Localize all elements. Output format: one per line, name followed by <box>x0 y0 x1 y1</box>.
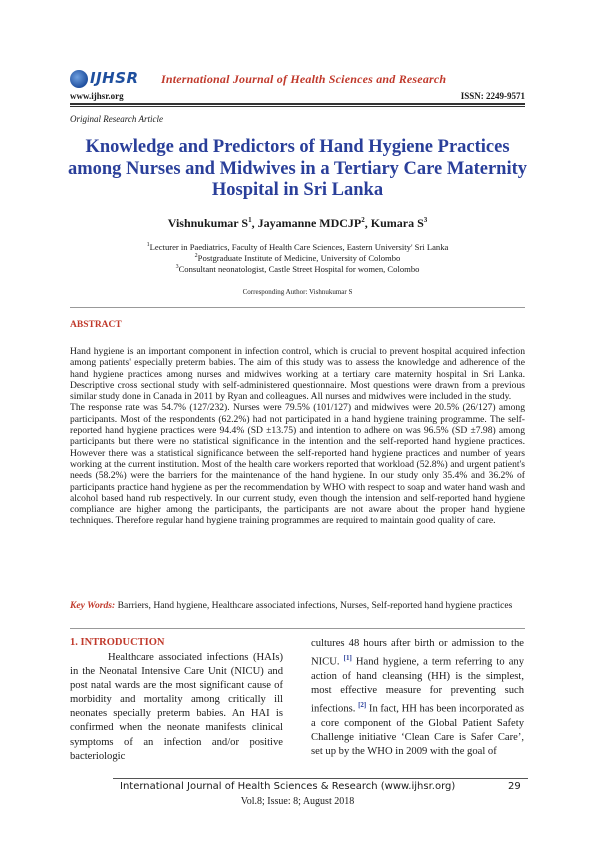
globe-icon <box>70 70 88 88</box>
footer-journal: International Journal of Health Sciences & Research (www.ijhsr.org) <box>120 781 456 792</box>
page-number: 29 <box>508 781 521 792</box>
affiliation-sup: 3 <box>175 264 179 271</box>
keywords <box>70 600 525 612</box>
affiliation <box>60 242 535 252</box>
affiliation-text: Lecturer in Paediatrics, Faculty of Health Care Sciences, Eastern University' Sri Lanka <box>149 242 449 252</box>
section-heading: 1. INTRODUCTION <box>70 637 165 648</box>
abstract-heading: ABSTRACT <box>70 320 122 330</box>
affiliation-text: Postgraduate Institute of Medicine, University of Colombo <box>197 253 401 263</box>
header-divider <box>70 103 525 105</box>
footer-divider <box>113 778 528 779</box>
header-divider-thin <box>70 106 525 107</box>
body-text: cultures 48 hours after birth or admission to the NICU. <box>311 638 524 668</box>
abstract-body <box>70 346 525 527</box>
body-paragraph: Healthcare associated infections (HAIs) in the Neonatal Intensive Care Unit (NICU) and post natal wards are the most significant cause of morbidity and mortality among critically ill neonates specially preterm babies. An HAI is confirmed when the neonate manifests clinical symptoms of an infection and/or positive bacteriologic <box>70 652 283 762</box>
corresponding-author: Corresponding Author: Vishnukumar S <box>242 288 353 296</box>
issn: ISSN: 2249-9571 <box>460 91 525 101</box>
journal-logo <box>70 70 158 88</box>
abstract-paragraph: The response rate was 54.7% (127/232). Nurses were 79.5% (101/127) and midwives were 20.5% (26/127) among participants. Most of the respondents (62.2%) had not participated in a hand hygiene training programme. The self-reported hand hygiene practices were 94.4% (SD ±13.75) and intention to adhere on was 96.5% (SD ±7.98) among participants but there were no statistical significance in the intention and the self-reported hand hygiene practices. However there was a statistical significance between the self-reported hand hygiene practices and number of years working at the current institution. Most of the health care workers reported that workload (52.8%) and urgent patient's needs (58.2%) were the barriers for the maintenance of the hand hygiene. In our study only 35.4% and 36.2% of participants practice hand hygiene as per the recommendation by WHO with respect to soap and water hand wash and alcohol based hand rub respectively. In our current study, even though the intension and self-reported hand hygiene compliance are higher among the participants, the participants are not aware about the proper hand hygiene techniques. Therefore regular hand hygiene training programmes are required to maintain good quality of care. <box>70 402 525 527</box>
body-text: Hand hygiene, a term referring to any action of hand cleansing (HH) is the simplest, most effective measure for preventing such infections. <box>311 656 524 715</box>
affiliation-sup: 2 <box>194 253 198 260</box>
article-type: Original Research Article <box>70 114 163 124</box>
journal-website: www.ijhsr.org <box>70 91 124 101</box>
journal-name: International Journal of Health Sciences and Research <box>161 72 447 86</box>
author-name: Jayamanne MDCJP <box>257 216 362 230</box>
footer-issue: Vol.8; Issue: 8; August 2018 <box>240 796 355 807</box>
abstract-paragraph: Hand hygiene is an important component in infection control, which is crucial to prevent hospital acquired infection among patients' especially preterm babies. The aim of this study was to assess the knowledge and adherence of the hand hygiene practices among nurses and midwives working at a tertiary care maternity hospital in Sri Lanka. Descriptive cross sectional study with self-administered questionnaire. Most questions were drawn from a previous similar study done in Canada in 2011 by Ryan and colleagues. All nurses and midwives were included in the study. <box>70 346 525 403</box>
paper-title: Knowledge and Predictors of Hand Hygiene Practices among Nurses and Midwives in a Tertiary Care Maternity Hospital in Sri Lanka <box>67 137 528 200</box>
author-sup: 1 <box>248 216 252 224</box>
section-divider <box>70 307 525 308</box>
affiliation <box>60 264 535 274</box>
author-list: Vishnukumar $S^1$, Jayamanne MDCJP$^2$, Kumara $S^3$ <box>167 216 428 230</box>
keywords-text: Barriers, Hand hygiene, Healthcare associated infections, Nurses, Self-reported hand hygiene practices <box>115 600 513 611</box>
affiliation-text: Consultant neonatologist, Castle Street Hospital for women, Colombo <box>178 264 420 274</box>
citation-ref[interactable]: [1] <box>343 654 352 663</box>
author-name: Vishnukumar S <box>167 216 249 230</box>
body-text: In fact, HH has been incorporated as a core component of the Global Patient Safety Challenge initiative ‘Clean Care is Safer Care’, set up by the WHO in 2009 with the goal of <box>311 703 524 757</box>
keywords-label: Key Words: <box>70 600 116 611</box>
body-paragraph <box>311 637 524 759</box>
affiliation-sup: 1 <box>146 242 150 249</box>
author-sup: 2 <box>361 216 365 224</box>
citation-ref[interactable]: [2] <box>358 700 367 709</box>
affiliation <box>60 253 535 263</box>
body-column-left <box>70 651 283 764</box>
body-column-right <box>311 637 524 759</box>
author-sup: 3 <box>423 216 428 224</box>
logo-text: IJHSR <box>90 69 139 87</box>
section-divider <box>70 628 525 629</box>
author-name: Kumara S <box>370 216 424 230</box>
